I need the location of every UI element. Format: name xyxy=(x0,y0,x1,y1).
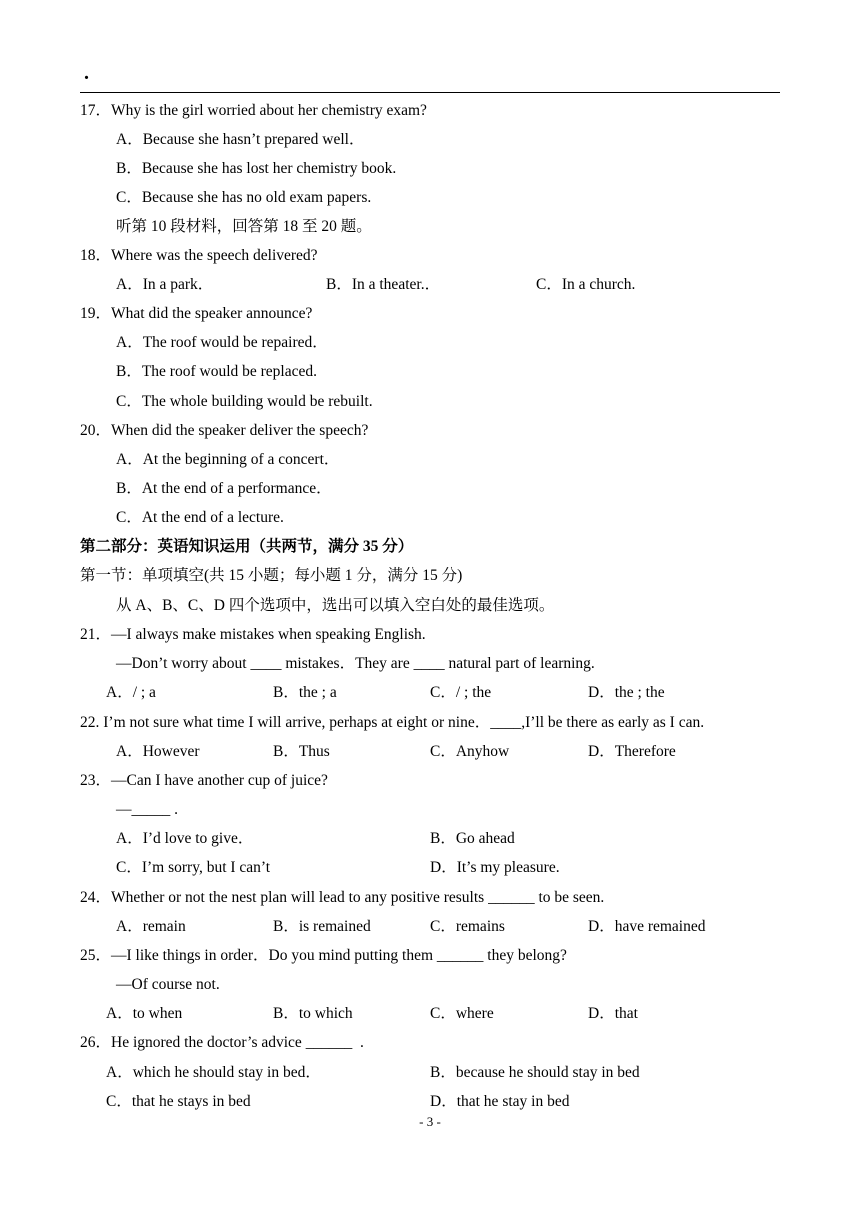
question-26-option-c: C．that he stays in bed xyxy=(106,1093,251,1110)
section-1-instruction: 从 A、B、C、D 四个选项中，选出可以填入空白处的最佳选项。 xyxy=(116,597,555,614)
header-mark: . xyxy=(84,62,89,84)
question-20-option-b: B．At the end of a performance． xyxy=(116,480,332,497)
question-24-option-c: C．remains xyxy=(430,918,505,935)
question-18-stem: 18．Where was the speech delivered? xyxy=(80,247,318,264)
question-23-stem: 23．—Can I have another cup of juice? xyxy=(80,772,328,789)
question-22-option-b: B．Thus xyxy=(273,743,330,760)
section-1-title: 第一节：单项填空(共 15 小题；每小题 1 分，满分 15 分) xyxy=(80,567,463,584)
question-26-option-a: A．which he should stay in bed． xyxy=(106,1064,321,1081)
question-17-option-a: A．Because she hasn’t prepared well． xyxy=(116,131,365,148)
question-24-option-b: B．is remained xyxy=(273,918,371,935)
question-24-option-a: A．remain xyxy=(116,918,186,935)
question-18-option-b: B．In a theater.． xyxy=(326,276,441,293)
question-25-option-c: C．where xyxy=(430,1005,494,1022)
question-25-option-b: B．to which xyxy=(273,1005,353,1022)
question-23-option-b: B．Go ahead xyxy=(430,830,515,847)
question-17-option-b: B．Because she has lost her chemistry book. xyxy=(116,160,397,177)
question-19-option-c: C．The whole building would be rebuilt. xyxy=(116,393,373,410)
listening-instruction-10: 听第 10 段材料，回答第 18 至 20 题。 xyxy=(116,218,372,235)
question-21-option-a: A．/ ; a xyxy=(106,684,156,701)
question-23-stem-reply: —_____ . xyxy=(116,801,178,818)
question-20-option-a: A．At the beginning of a concert． xyxy=(116,451,340,468)
question-21-option-c: C．/ ; the xyxy=(430,684,492,701)
question-17-stem: 17．Why is the girl worried about her chemistry exam? xyxy=(80,102,427,119)
question-20-option-c: C．At the end of a lecture. xyxy=(116,509,284,526)
question-25-stem-reply: —Of course not. xyxy=(116,976,220,993)
question-25-option-d: D．that xyxy=(588,1005,638,1022)
question-19-stem: 19．What did the speaker announce? xyxy=(80,305,313,322)
question-17-option-c: C．Because she has no old exam papers. xyxy=(116,189,372,206)
question-25-stem: 25．—I like things in order．Do you mind putting them ______ they belong? xyxy=(80,947,567,964)
header-rule xyxy=(80,92,780,93)
question-26-option-b: B．because he should stay in bed xyxy=(430,1064,640,1081)
question-19-option-b: B．The roof would be replaced. xyxy=(116,363,318,380)
question-20-stem: 20．When did the speaker deliver the speech? xyxy=(80,422,369,439)
question-25-option-a: A．to when xyxy=(106,1005,183,1022)
question-21-option-b: B．the ; a xyxy=(273,684,337,701)
question-22-option-a: A．However xyxy=(116,743,200,760)
question-19-option-a: A．The roof would be repaired． xyxy=(116,334,328,351)
question-21-option-d: D．the ; the xyxy=(588,684,665,701)
page-number: - 3 - xyxy=(419,1114,441,1129)
question-21-stem-reply: —Don’t worry about ____ mistakes．They are ____ natural part of learning. xyxy=(116,655,595,672)
question-26-stem: 26．He ignored the doctor’s advice ______ . xyxy=(80,1034,364,1051)
question-23-option-c: C．I’m sorry, but I can’t xyxy=(116,859,271,876)
question-22-option-c: C．Anyhow xyxy=(430,743,510,760)
question-24-option-d: D．have remained xyxy=(588,918,706,935)
part-2-title: 第二部分：英语知识运用（共两节，满分 35 分） xyxy=(80,538,414,555)
question-18-option-a: A．In a park． xyxy=(116,276,214,293)
question-26-option-d: D．that he stay in bed xyxy=(430,1093,570,1110)
question-18-option-c: C．In a church. xyxy=(536,276,636,293)
question-22-stem: 22. I’m not sure what time I will arrive, perhaps at eight or nine．____,I’ll be there as early as I can. xyxy=(80,714,705,731)
question-23-option-a: A．I’d love to give． xyxy=(116,830,254,847)
question-22-option-d: D．Therefore xyxy=(588,743,676,760)
question-23-option-d: D．It’s my pleasure. xyxy=(430,859,560,876)
question-21-stem: 21．—I always make mistakes when speaking English. xyxy=(80,626,426,643)
question-24-stem: 24．Whether or not the nest plan will lead to any positive results ______ to be seen. xyxy=(80,889,605,906)
